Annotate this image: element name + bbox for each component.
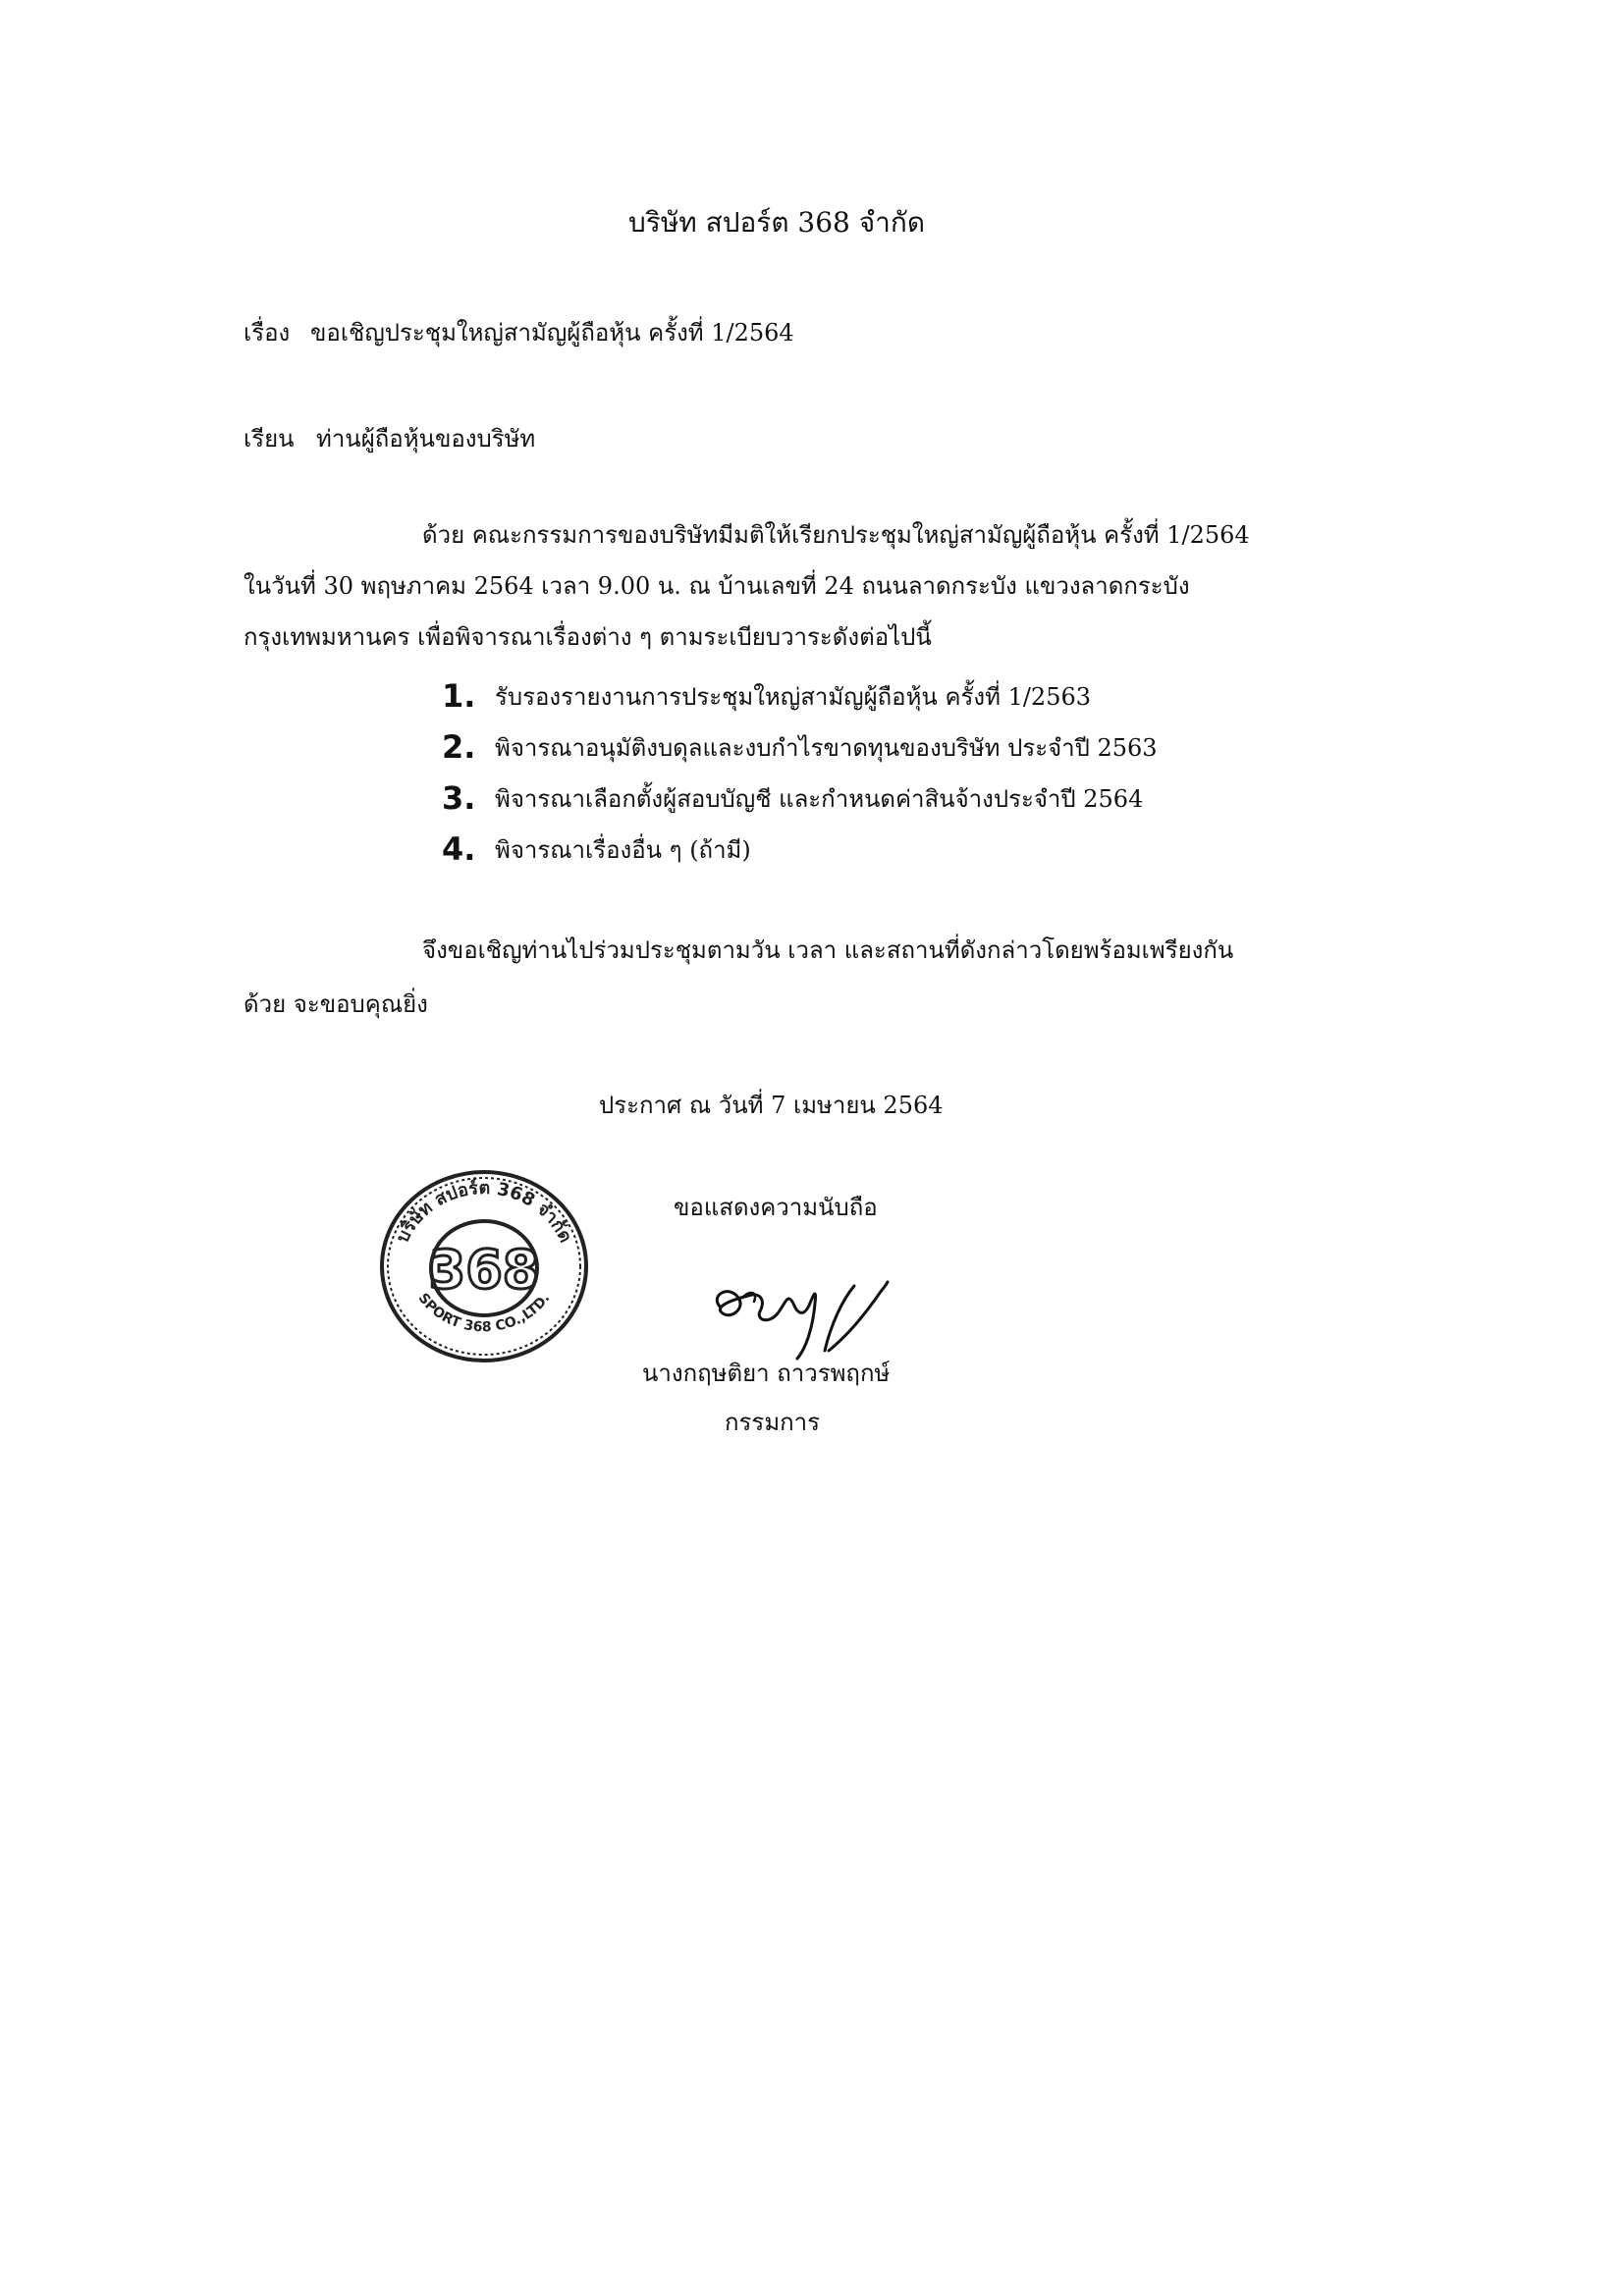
agenda-text: พิจารณาเรื่องอื่น ๆ (ถ้ามี) [495,835,751,864]
seal-bottom-text: SPORT 368 CO.,LTD. [414,1290,554,1336]
agenda-item [442,721,1326,773]
agenda-number: 1. [442,677,476,715]
signature [699,1256,935,1364]
agenda-item [442,773,1326,824]
agenda-item [442,824,1326,875]
seal-center-text: 368 [428,1239,540,1301]
recipient-text: ท่านผู้ถือหุ้นของบริษัท [316,425,536,453]
body-line: ด้วย คณะกรรมการของบริษัทมีมติให้เรียกประชุมใหญ่สามัญผู้ถือหุ้น ครั้งที่ 1/2564 [422,521,1250,549]
agenda-text: พิจารณาเลือกตั้งผู้สอบบัญชี และกำหนดค่าสินจ้างประจำปี 2564 [495,784,1144,813]
recipient-label: เรียน [244,425,295,453]
closing-line: จึงขอเชิญท่านไปร่วมประชุมตามวัน เวลา และสถานที่ดังกล่าวโดยพร้อมเพรียงกัน [422,936,1234,964]
seal-icon [376,1168,592,1364]
agenda-number: 2. [442,728,476,766]
announcement-date: ประกาศ ณ วันที่ 7 เมษายน 2564 [599,1092,944,1119]
agenda-list [442,670,1326,875]
agenda-item [442,670,1326,721]
body-line: กรุงเทพมหานคร เพื่อพิจารณาเรื่องต่าง ๆ ตามระเบียบวาระดังต่อไปนี้ [244,623,932,651]
signer-name: นางกฤษติยา ถาวรพฤกษ์ [642,1360,891,1387]
body-line: ในวันที่ 30 พฤษภาคม 2564 เวลา 9.00 น. ณ บ้านเลขที่ 24 ถนนลาดกระบัง แขวงลาดกระบัง [244,572,1190,600]
agenda-text: พิจารณาอนุมัติงบดุลและงบกำไรขาดทุนของบริษัท ประจำปี 2563 [495,733,1158,762]
agenda-text: รับรองรายงานการประชุมใหญ่สามัญผู้ถือหุ้น ครั้งที่ 1/2563 [495,682,1091,711]
agenda-number: 3. [442,779,476,817]
signer-title: กรรมการ [725,1409,821,1436]
agenda-number: 4. [442,830,476,868]
closing-line: ด้วย จะขอบคุณยิ่ง [244,990,428,1018]
company-seal [376,1168,592,1364]
signature-icon [699,1256,935,1364]
subject-label: เรื่อง [244,319,291,347]
svg-text:บริษัท สปอร์ต 368 จำกัด [393,1177,576,1246]
company-name: บริษัท สปอร์ต 368 จำกัด [628,206,926,239]
subject-text: ขอเชิญประชุมใหญ่สามัญผู้ถือหุ้น ครั้งที่ 1/2564 [310,319,794,347]
seal-arc-text: บริษัท สปอร์ต 368 จำกัด [392,1177,576,1247]
regards-text: ขอแสดงความนับถือ [674,1194,878,1221]
